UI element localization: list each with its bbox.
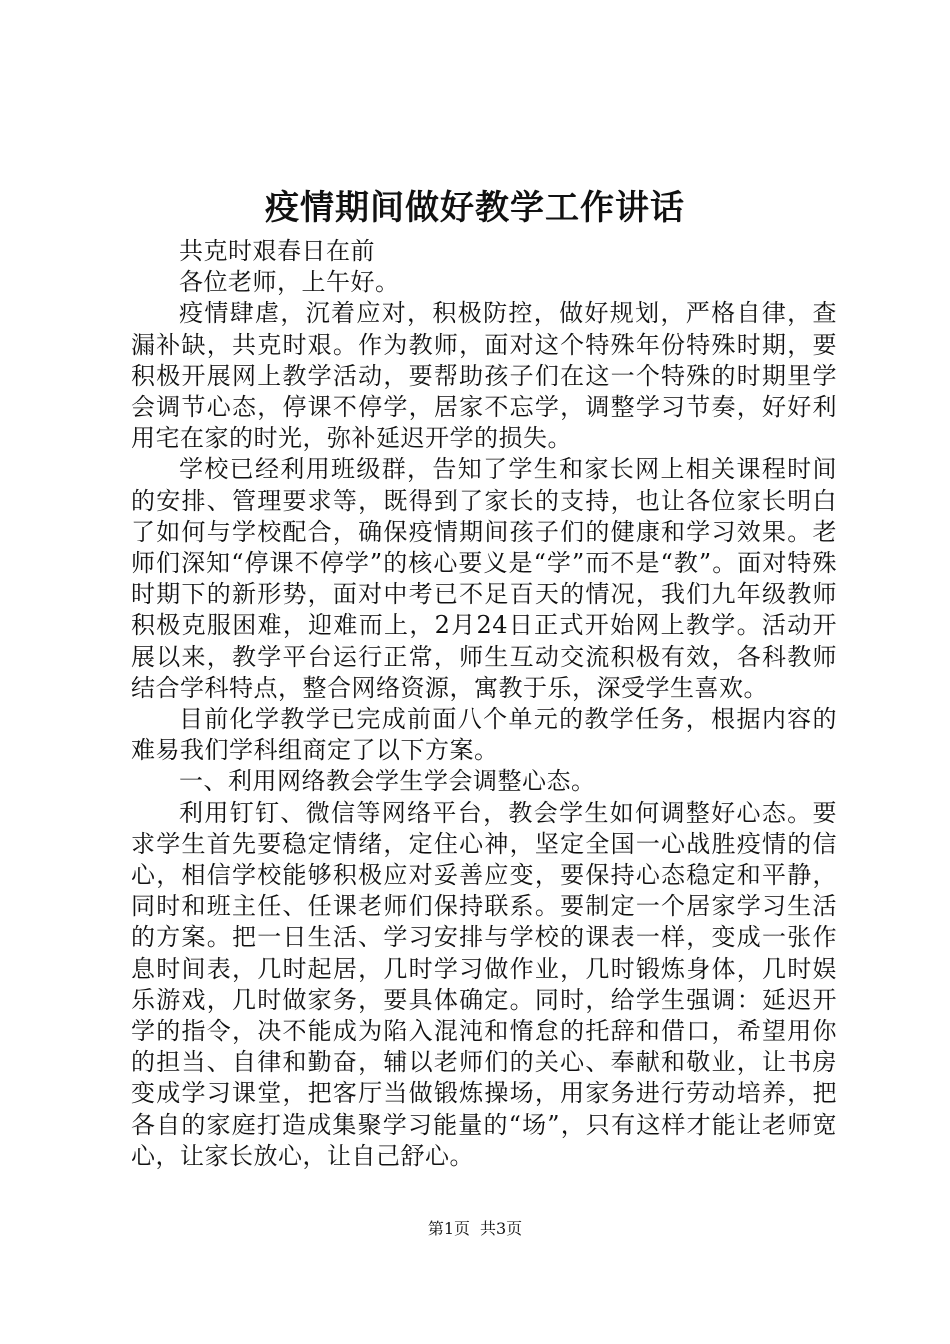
body-paragraph: 利用钉钉、微信等网络平台，教会学生如何调整好心态。要求学生首先要稳定情绪，定住心神，坚定全国一心战胜疫情的信心，相信学校能够积极应对妥善应变，要保持心态稳定和平静，同时和班主任、任课老师们保持联系。要制定一个居家学习生活的方案。把一日生活、学习安排与学校的课表一样，变成一张作息时间表，几时起居，几时学习做作业，几时锻炼身体，几时娱乐游戏，几时做家务，要具体确定。同时，给学生强调：延迟开学的指令，决不能成为陷入混沌和惰怠的托辞和借口，希望用你的担当、自律和勤奋，辅以老师们的关心、奉献和敬业，让书房变成学习课堂，把客厅当做锻炼操场，用家务进行劳动培养，把各自的家庭打造成集聚学习能量的“场”，只有这样才能让老师宽心，让家长放心，让自己舒心。: [131, 798, 837, 1170]
greeting-paragraph: 各位老师，上午好。: [179, 268, 400, 297]
page-total: 共3页: [480, 1219, 523, 1238]
section-heading: 一、利用网络教会学生学会调整心态。: [179, 767, 596, 796]
body-paragraph: 疫情肆虐，沉着应对，积极防控，做好规划，严格自律，查漏补缺，共克时艰。作为教师，面对这个特殊年份特殊时期，要积极开展网上教学活动，要帮助孩子们在这一个特殊的时期里学会调节心态，停课不停学，居家不忘学，调整学习节奏，好好利用宅在家的时光，弥补延迟开学的损失。: [131, 299, 837, 453]
page-footer: [0, 1218, 950, 1240]
subtitle-paragraph: 共克时艰春日在前: [179, 237, 375, 265]
body-paragraph: 学校已经利用班级群，告知了学生和家长网上相关课程时间的安排、管理要求等，既得到了家长的支持，也让各位家长明白了如何与学校配合，确保疫情期间孩子们的健康和学习效果。老师们深知“停课不停学”的核心要义是“学”而不是“教”。面对特殊时期下的新形势，面对中考已不足百天的情况，我们九年级教师积极克服困难，迎难而上，2月24日正式开始网上教学。活动开展以来，教学平台运行正常，师生互动交流积极有效，各科教师结合学科特点，整合网络资源，寓教于乐，深受学生喜欢。: [131, 455, 837, 702]
page-number: 第1页: [427, 1219, 470, 1238]
body-paragraph: 目前化学教学已完成前面八个单元的教学任务，根据内容的难易我们学科组商定了以下方案。: [131, 705, 837, 765]
document-title: 疫情期间做好教学工作讲话: [265, 188, 685, 228]
document-body: [131, 236, 837, 1172]
